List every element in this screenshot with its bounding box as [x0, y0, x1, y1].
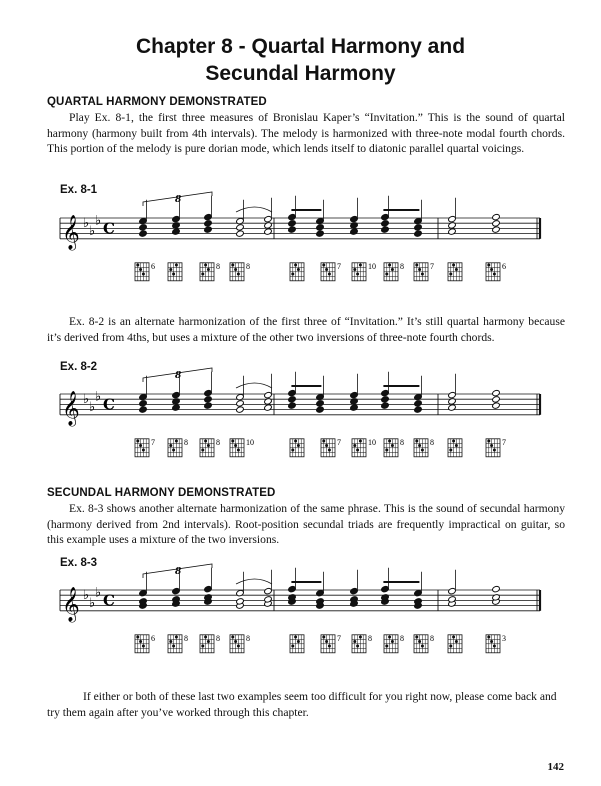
- notehead: [414, 406, 423, 413]
- section-heading-secundal: SECUNDAL HARMONY DEMONSTRATED: [47, 487, 276, 499]
- diagram-dot: [139, 444, 142, 447]
- chord-diagram: [486, 262, 506, 281]
- page-title: [0, 33, 601, 87]
- notehead: [288, 396, 297, 403]
- fret-number: 6: [502, 261, 506, 271]
- notehead: [264, 222, 273, 229]
- notehead: [492, 402, 501, 409]
- diagram-dot: [201, 645, 204, 648]
- notehead: [288, 389, 297, 396]
- paragraph-secundal: [47, 501, 565, 548]
- octave-mark: 8: [175, 567, 182, 577]
- diagram-dot: [328, 449, 331, 452]
- notehead: [264, 391, 273, 398]
- notehead: [448, 404, 457, 411]
- chord-diagram: [352, 262, 376, 281]
- diagram-dot: [452, 636, 455, 639]
- notehead: [139, 224, 148, 231]
- fret-number: 7: [151, 437, 155, 447]
- notehead: [204, 389, 213, 396]
- diagram-dot: [204, 264, 207, 267]
- chord-diagram: [414, 438, 434, 457]
- notehead: [139, 217, 148, 224]
- flat-icon: ♭: [89, 596, 96, 611]
- diagram-dot: [297, 268, 300, 271]
- notehead: [139, 406, 148, 413]
- treble-clef-icon: 𝄞: [62, 390, 80, 426]
- diagram-dot: [136, 264, 139, 267]
- fret-number: 7: [337, 633, 341, 643]
- diagram-dot: [325, 640, 328, 643]
- diagram-dot: [175, 636, 178, 639]
- diagram-dot: [353, 640, 356, 643]
- diagram-dot: [385, 449, 388, 452]
- notehead: [288, 220, 297, 227]
- fret-number: 6: [151, 261, 155, 271]
- notehead: [236, 230, 245, 237]
- flat-icon: ♭: [95, 213, 102, 229]
- chord-diagram: [321, 262, 341, 281]
- chord-diagram: [384, 262, 404, 281]
- paragraph-quartal-text: Play Ex. 8-1, the first three measures of Bronislau Kaper’s “Invitation.” This is the sound of quartal harmony (harmony built from 4th intervals). The melody is harmonized with three-note modal fourth chords. This portion of the melody is pure dorian mode, which lends itself to diatonic parallel quartal voicings.: [47, 111, 565, 155]
- notehead: [414, 393, 423, 400]
- diagram-dot: [294, 440, 297, 443]
- diagram-dot: [237, 273, 240, 276]
- diagram-dot: [415, 264, 418, 267]
- notehead: [414, 217, 423, 224]
- notehead: [316, 406, 325, 413]
- fret-number: 10: [368, 261, 376, 271]
- chord-diagram: [486, 438, 506, 457]
- diagram-dot: [322, 636, 325, 639]
- diagram-dot: [291, 449, 294, 452]
- diagram-dot: [237, 645, 240, 648]
- diagram-dot: [388, 636, 391, 639]
- notehead: [381, 585, 390, 592]
- notehead: [381, 389, 390, 396]
- notehead: [492, 213, 501, 220]
- diagram-dot: [421, 645, 424, 648]
- diagram-dot: [207, 268, 210, 271]
- diagram-dot: [356, 273, 359, 276]
- diagram-dot: [452, 440, 455, 443]
- diagram-dot: [322, 440, 325, 443]
- fret-number: 8: [184, 437, 188, 447]
- diagram-dot: [207, 444, 210, 447]
- chord-diagram: [321, 438, 341, 457]
- flat-icon: ♭: [83, 588, 90, 604]
- title-line-2: Secundal Harmony: [205, 62, 396, 85]
- notehead: [492, 389, 501, 396]
- example-label-8-2: Ex. 8-2: [60, 361, 98, 373]
- diagram-dot: [418, 640, 421, 643]
- chord-diagram: [384, 634, 404, 653]
- common-time-icon: C: [103, 219, 115, 238]
- music-example-8-2: [0, 366, 601, 466]
- chord-diagram: [448, 635, 462, 653]
- diagram-dot: [136, 636, 139, 639]
- chord-diagram: [168, 438, 188, 457]
- common-time-icon: C: [103, 591, 115, 610]
- diagram-dot: [449, 449, 452, 452]
- fret-number: 8: [368, 633, 372, 643]
- diagram-dot: [418, 444, 421, 447]
- notehead: [236, 393, 245, 400]
- diagram-dot: [231, 264, 234, 267]
- chord-diagram: [168, 263, 182, 281]
- fret-number: 8: [246, 633, 250, 643]
- flat-icon: ♭: [89, 400, 96, 415]
- notehead: [172, 228, 181, 235]
- fret-number: 8: [400, 261, 404, 271]
- fret-number: 10: [246, 437, 254, 447]
- diagram-dot: [139, 640, 142, 643]
- flat-icon: ♭: [95, 389, 102, 405]
- diagram-dot: [493, 273, 496, 276]
- notehead: [350, 215, 359, 222]
- notehead: [204, 213, 213, 220]
- fret-number: 8: [246, 261, 250, 271]
- octave-mark: 8: [175, 371, 182, 381]
- notehead: [448, 228, 457, 235]
- diagram-dot: [359, 440, 362, 443]
- notehead: [288, 226, 297, 233]
- chord-diagram: [135, 262, 155, 281]
- paragraph-ex82-text: Ex. 8-2 is an alternate harmonization of the first three of “Invitation.” It’s still quartal harmony because it’s derived from 4ths, but uses a mixture of the other two inversions of three-note fourth chords.: [47, 315, 565, 344]
- diagram-dot: [455, 268, 458, 271]
- treble-clef-icon: 𝄞: [62, 586, 80, 622]
- diagram-dot: [415, 636, 418, 639]
- notehead: [264, 587, 273, 594]
- chord-diagram: [290, 439, 304, 457]
- chord-diagram: [200, 262, 220, 281]
- paragraph-quartal: [47, 110, 565, 157]
- diagram-dot: [291, 273, 294, 276]
- diagram-dot: [421, 449, 424, 452]
- notehead: [350, 404, 359, 411]
- chord-diagram: [135, 634, 155, 653]
- chord-diagram: [290, 635, 304, 653]
- notehead: [139, 589, 148, 596]
- notehead: [414, 589, 423, 596]
- chord-diagram: [135, 438, 155, 457]
- fret-number: 7: [502, 437, 506, 447]
- fret-number: 8: [216, 633, 220, 643]
- notehead: [288, 402, 297, 409]
- diagram-dot: [169, 640, 172, 643]
- notehead: [204, 220, 213, 227]
- diagram-dot: [175, 264, 178, 267]
- diagram-dot: [169, 444, 172, 447]
- diagram-dot: [204, 636, 207, 639]
- section-heading-quartal: QUARTAL HARMONY DEMONSTRATED: [47, 96, 267, 108]
- notehead: [381, 213, 390, 220]
- common-time-icon: C: [103, 395, 115, 414]
- flat-icon: ♭: [95, 585, 102, 601]
- notehead: [236, 589, 245, 596]
- diagram-dot: [207, 640, 210, 643]
- diagram-dot: [201, 273, 204, 276]
- diagram-dot: [297, 444, 300, 447]
- diagram-dot: [388, 440, 391, 443]
- chord-diagram: [230, 438, 254, 457]
- chord-diagram: [448, 263, 462, 281]
- fret-number: 8: [400, 437, 404, 447]
- diagram-dot: [234, 640, 237, 643]
- notehead: [172, 391, 181, 398]
- notehead: [139, 393, 148, 400]
- diagram-dot: [493, 449, 496, 452]
- fret-number: 3: [502, 633, 506, 643]
- notehead: [139, 230, 148, 237]
- flat-icon: ♭: [83, 392, 90, 408]
- diagram-dot: [237, 449, 240, 452]
- diagram-dot: [421, 273, 424, 276]
- notehead: [204, 585, 213, 592]
- notehead: [316, 589, 325, 596]
- diagram-dot: [487, 440, 490, 443]
- notehead: [492, 226, 501, 233]
- page-number: 142: [547, 761, 564, 773]
- notehead: [236, 400, 245, 407]
- chord-diagram: [230, 262, 250, 281]
- paragraph-closing-text: If either or both of these last two examples seem too difficult for you right now, please come back and try them again after you’ve worked through this chapter.: [47, 690, 557, 719]
- diagram-dot: [234, 444, 237, 447]
- notehead: [414, 230, 423, 237]
- diagram-dot: [385, 273, 388, 276]
- notehead: [204, 226, 213, 233]
- chord-diagram: [321, 634, 341, 653]
- notehead: [316, 393, 325, 400]
- notehead: [172, 222, 181, 229]
- chord-diagram: [486, 634, 506, 653]
- chord-diagram: [352, 438, 376, 457]
- diagram-dot: [322, 264, 325, 267]
- diagram-dot: [142, 449, 145, 452]
- diagram-dot: [172, 449, 175, 452]
- diagram-dot: [231, 636, 234, 639]
- notehead: [381, 220, 390, 227]
- slur: [236, 207, 272, 212]
- notehead: [264, 228, 273, 235]
- notehead: [414, 400, 423, 407]
- diagram-dot: [294, 264, 297, 267]
- notehead: [414, 224, 423, 231]
- notehead: [316, 230, 325, 237]
- fret-number: 7: [337, 437, 341, 447]
- notehead: [264, 398, 273, 405]
- diagram-dot: [142, 645, 145, 648]
- chord-diagram: [200, 634, 220, 653]
- diagram-dot: [418, 268, 421, 271]
- title-line-1: Chapter 8 - Quartal Harmony and: [135, 35, 466, 58]
- diagram-dot: [359, 636, 362, 639]
- diagram-dot: [455, 640, 458, 643]
- chord-diagram: [290, 263, 304, 281]
- octave-mark: 8: [175, 195, 182, 205]
- notehead: [448, 391, 457, 398]
- paragraph-closing: [47, 689, 565, 720]
- diagram-dot: [201, 449, 204, 452]
- diagram-dot: [172, 645, 175, 648]
- notehead: [381, 396, 390, 403]
- notehead: [350, 587, 359, 594]
- diagram-dot: [490, 640, 493, 643]
- diagram-dot: [449, 273, 452, 276]
- diagram-dot: [385, 645, 388, 648]
- chord-diagram: [168, 634, 188, 653]
- chord-diagram: [230, 634, 250, 653]
- notehead: [492, 585, 501, 592]
- diagram-dot: [175, 440, 178, 443]
- notehead: [316, 400, 325, 407]
- fret-number: 8: [430, 633, 434, 643]
- treble-clef-icon: 𝄞: [62, 214, 80, 250]
- fret-number: 8: [216, 261, 220, 271]
- notehead: [236, 224, 245, 231]
- paragraph-secundal-text: Ex. 8-3 shows another alternate harmonization of the same phrase. This is the sound of secundal harmony (harmony derived from 2nd intervals). Root-position secundal triads are frequently impractical on guitar, so this example uses a mixture of the two inversions.: [47, 502, 565, 546]
- diagram-dot: [487, 264, 490, 267]
- diagram-dot: [359, 264, 362, 267]
- slur: [236, 383, 272, 388]
- notehead: [350, 398, 359, 405]
- notehead: [172, 215, 181, 222]
- diagram-dot: [490, 444, 493, 447]
- fret-number: 8: [184, 633, 188, 643]
- chord-diagram: [448, 439, 462, 457]
- diagram-dot: [353, 444, 356, 447]
- notehead: [204, 402, 213, 409]
- chord-diagram: [414, 634, 434, 653]
- flat-icon: ♭: [89, 224, 96, 239]
- diagram-dot: [231, 440, 234, 443]
- notehead: [381, 402, 390, 409]
- notehead: [448, 222, 457, 229]
- diagram-dot: [328, 273, 331, 276]
- diagram-dot: [455, 444, 458, 447]
- notehead: [381, 226, 390, 233]
- chord-diagram: [414, 262, 434, 281]
- music-example-8-3: [0, 562, 601, 672]
- notehead: [172, 587, 181, 594]
- diagram-dot: [490, 268, 493, 271]
- notehead: [172, 404, 181, 411]
- diagram-dot: [325, 268, 328, 271]
- notehead: [316, 217, 325, 224]
- diagram-dot: [325, 444, 328, 447]
- diagram-dot: [139, 268, 142, 271]
- slur: [236, 579, 272, 584]
- diagram-dot: [172, 273, 175, 276]
- diagram-dot: [297, 640, 300, 643]
- diagram-dot: [356, 645, 359, 648]
- notehead: [288, 213, 297, 220]
- chord-diagram: [200, 438, 220, 457]
- diagram-dot: [169, 268, 172, 271]
- diagram-dot: [356, 449, 359, 452]
- diagram-dot: [136, 440, 139, 443]
- diagram-dot: [204, 440, 207, 443]
- notehead: [492, 220, 501, 227]
- notehead: [350, 228, 359, 235]
- chord-diagram: [352, 634, 372, 653]
- flat-icon: ♭: [83, 216, 90, 232]
- paragraph-ex82: [47, 314, 565, 345]
- notehead: [448, 587, 457, 594]
- diagram-dot: [388, 264, 391, 267]
- diagram-dot: [449, 645, 452, 648]
- fret-number: 8: [400, 633, 404, 643]
- diagram-dot: [493, 645, 496, 648]
- notehead: [448, 215, 457, 222]
- notehead: [204, 396, 213, 403]
- notehead: [172, 398, 181, 405]
- notehead: [288, 585, 297, 592]
- music-example-8-1: [0, 190, 601, 290]
- example-label-8-3: Ex. 8-3: [60, 557, 98, 569]
- diagram-dot: [328, 645, 331, 648]
- fret-number: 10: [368, 437, 376, 447]
- diagram-dot: [391, 268, 394, 271]
- fret-number: 6: [151, 633, 155, 643]
- diagram-dot: [294, 636, 297, 639]
- notehead: [316, 224, 325, 231]
- diagram-dot: [142, 273, 145, 276]
- notehead: [236, 217, 245, 224]
- notehead: [139, 400, 148, 407]
- chord-diagram: [384, 438, 404, 457]
- notehead: [448, 398, 457, 405]
- notehead: [350, 391, 359, 398]
- diagram-dot: [391, 640, 394, 643]
- diagram-dot: [234, 268, 237, 271]
- diagram-dot: [452, 264, 455, 267]
- fret-number: 8: [216, 437, 220, 447]
- diagram-dot: [391, 444, 394, 447]
- notehead: [236, 406, 245, 413]
- fret-number: 8: [430, 437, 434, 447]
- notehead: [264, 215, 273, 222]
- notehead: [350, 222, 359, 229]
- fret-number: 7: [337, 261, 341, 271]
- diagram-dot: [487, 636, 490, 639]
- diagram-dot: [353, 268, 356, 271]
- diagram-dot: [291, 645, 294, 648]
- notehead: [264, 404, 273, 411]
- notehead: [492, 396, 501, 403]
- example-label-8-1: Ex. 8-1: [60, 184, 98, 196]
- diagram-dot: [415, 440, 418, 443]
- fret-number: 7: [430, 261, 434, 271]
